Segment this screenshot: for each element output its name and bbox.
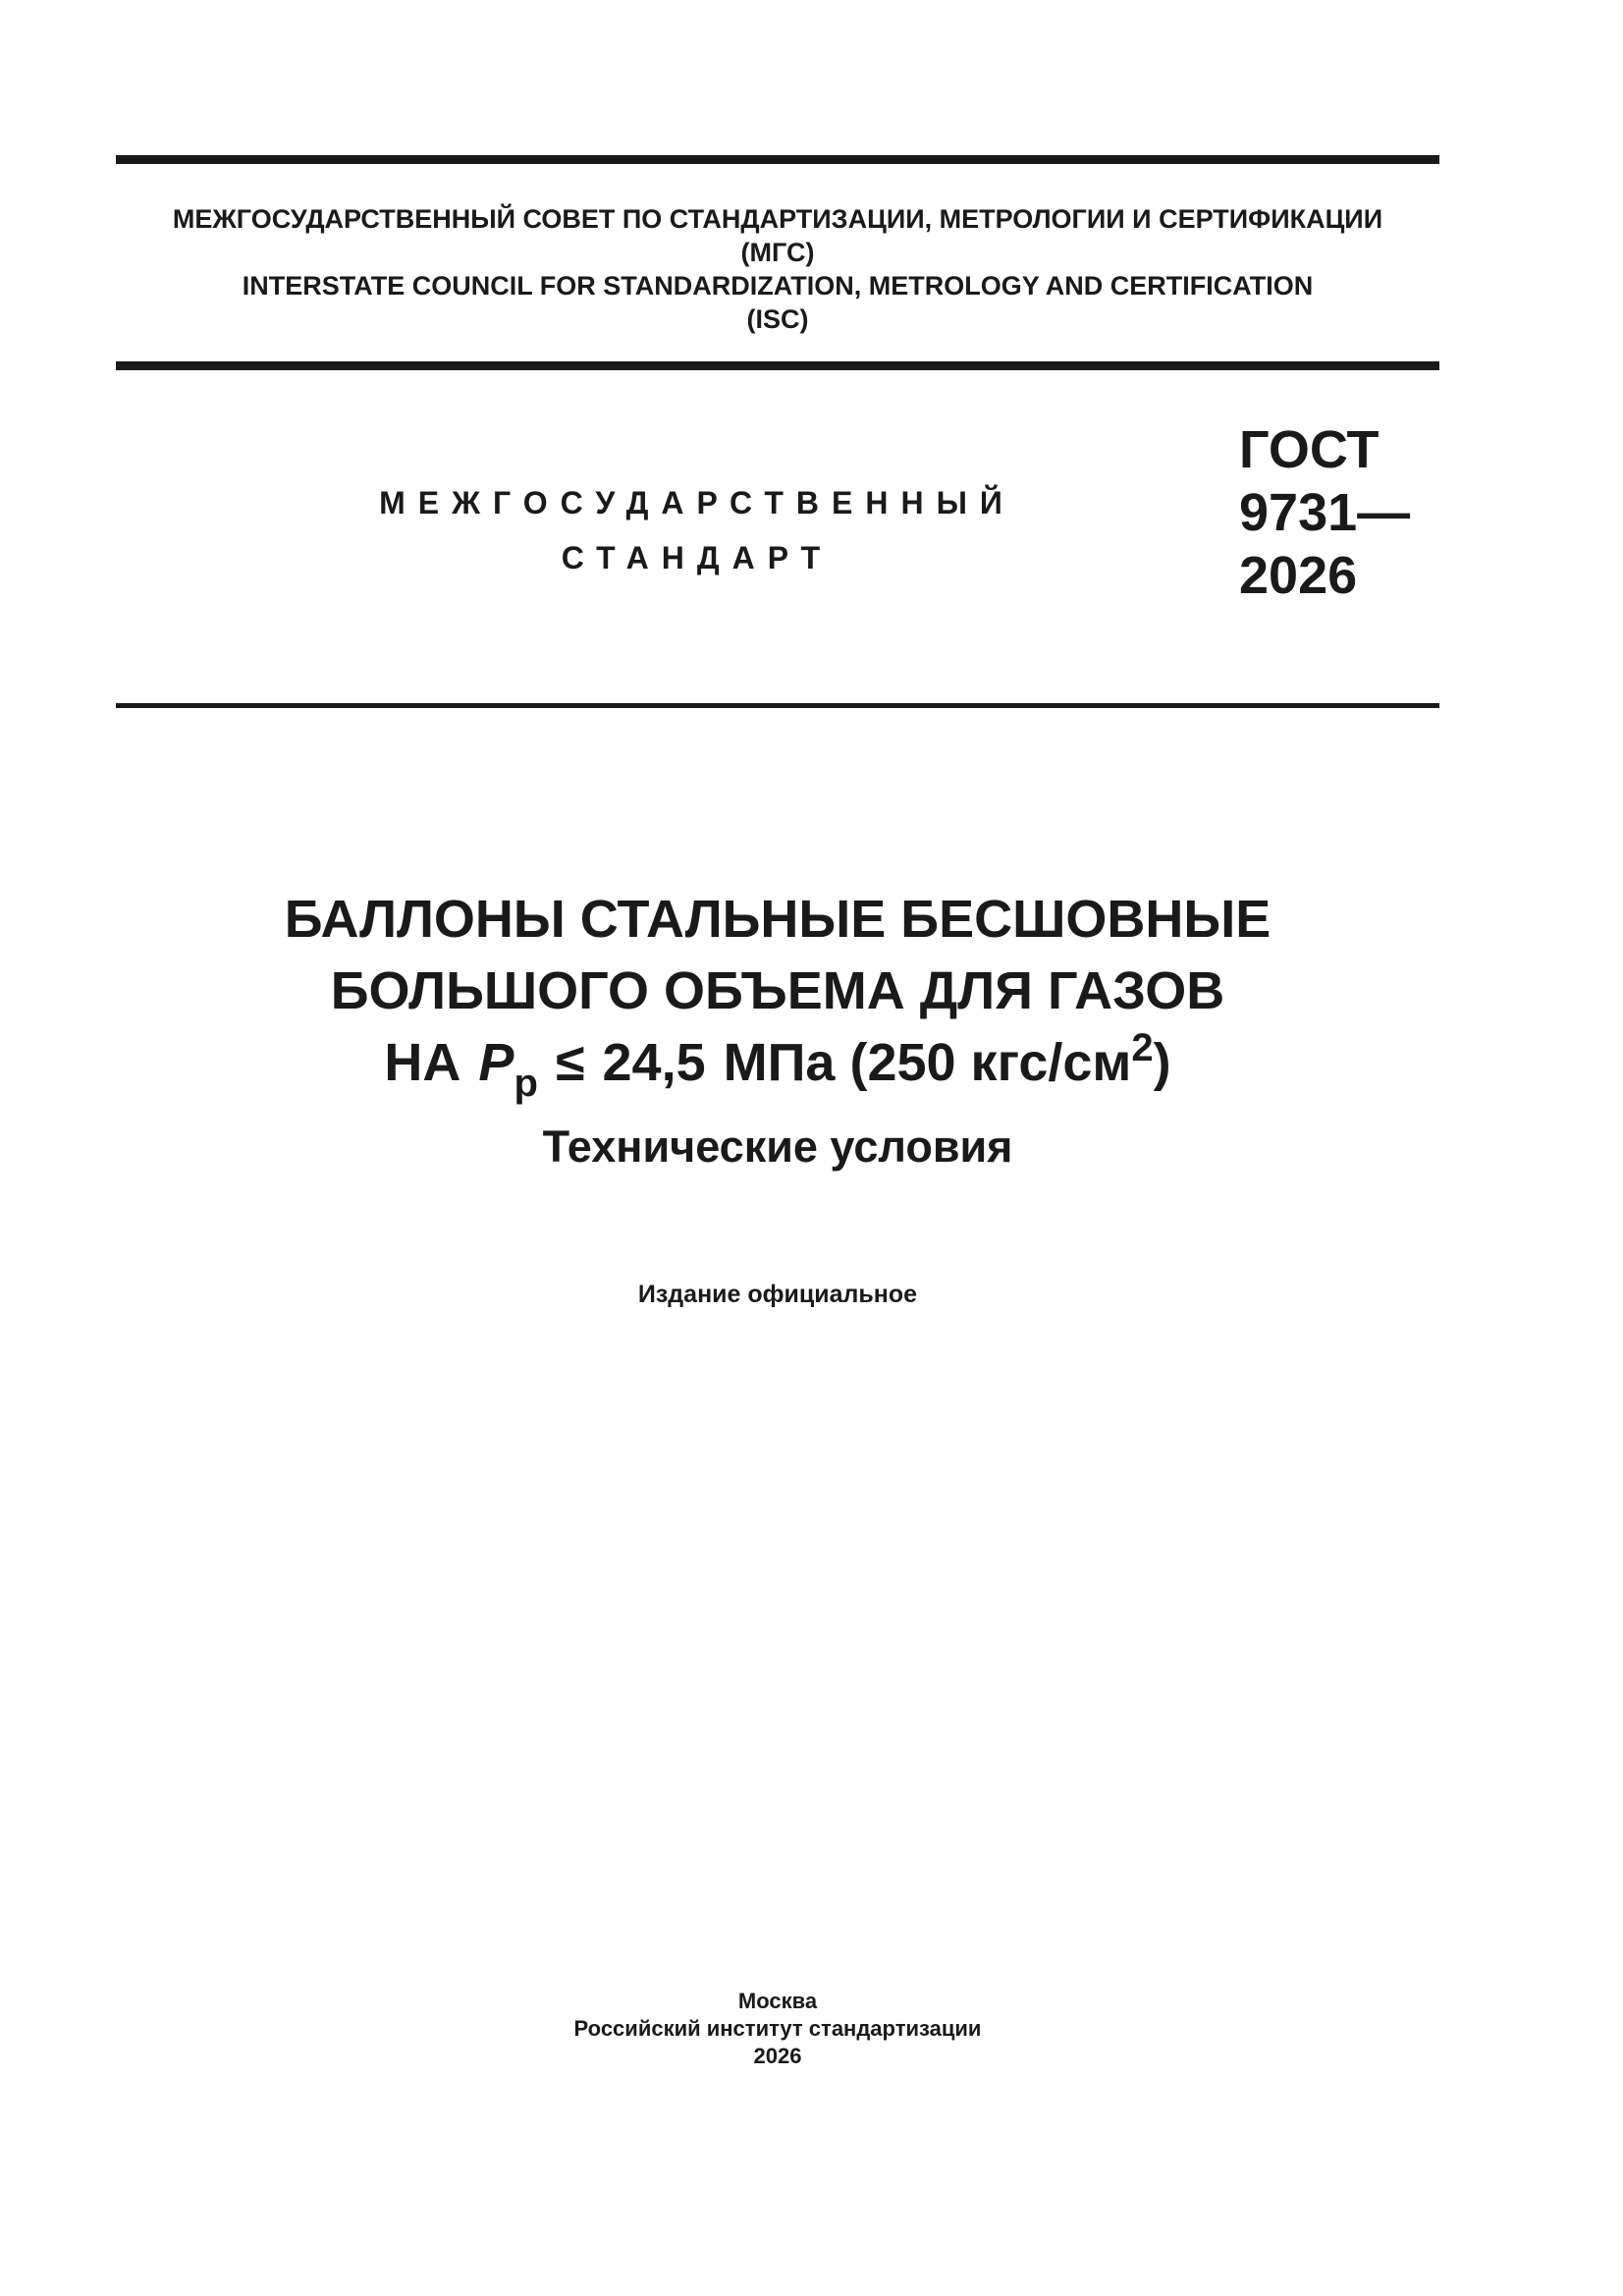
- council-abbr-en: (ISC): [746, 304, 809, 334]
- standard-type: [373, 475, 1021, 585]
- standard-type-line2: СТАНДАРТ: [561, 540, 834, 575]
- title-line1: БАЛЛОНЫ СТАЛЬНЫЕ БЕСШОВНЫЕ: [284, 890, 1271, 949]
- title-close-paren: ): [1153, 1033, 1171, 1092]
- designation-number: 9731—: [1239, 483, 1411, 542]
- standard-designation: [1239, 418, 1410, 607]
- document-subtitle: Технические условия: [542, 1121, 1013, 1172]
- title-prefix: НА: [384, 1033, 461, 1092]
- council-abbr-ru: (МГС): [740, 238, 815, 267]
- relation-sign: ≤: [555, 1033, 585, 1092]
- council-header: [116, 202, 1439, 336]
- pressure-symbol: P: [478, 1033, 514, 1092]
- publisher-city: Москва: [737, 1989, 818, 2013]
- title-line3: [116, 1027, 1439, 1104]
- document-title: [116, 884, 1439, 1104]
- council-name-ru: МЕЖГОСУДАРСТВЕННЫЙ СОВЕТ ПО СТАНДАРТИЗАЦИИ, МЕТРОЛОГИИ И СЕРТИФИКАЦИИ: [172, 204, 1383, 234]
- standard-type-line1: МЕЖГОСУДАРСТВЕННЫЙ: [379, 485, 1015, 520]
- title-line2: БОЛЬШОГО ОБЪЕМА ДЛЯ ГАЗОВ: [330, 961, 1225, 1020]
- publisher-name: Российский институт стандартизации: [573, 2016, 982, 2041]
- pressure-unit: МПа (250 кгс/см: [723, 1033, 1132, 1092]
- bottom-rule: [116, 703, 1439, 708]
- middle-rule: [116, 361, 1439, 370]
- edition-note: Издание официальное: [637, 1281, 918, 1308]
- pressure-subscript: р: [514, 1062, 538, 1105]
- top-rule: [116, 155, 1439, 164]
- council-name-en: INTERSTATE COUNCIL FOR STANDARDIZATION, METROLOGY AND CERTIFICATION: [242, 271, 1314, 301]
- unit-superscript: 2: [1131, 1026, 1154, 1069]
- designation-year: 2026: [1239, 546, 1358, 605]
- publisher-block: [116, 1988, 1439, 2070]
- designation-prefix: ГОСТ: [1239, 420, 1380, 479]
- pressure-value: 24,5: [602, 1033, 706, 1092]
- publication-year: 2026: [753, 2044, 802, 2068]
